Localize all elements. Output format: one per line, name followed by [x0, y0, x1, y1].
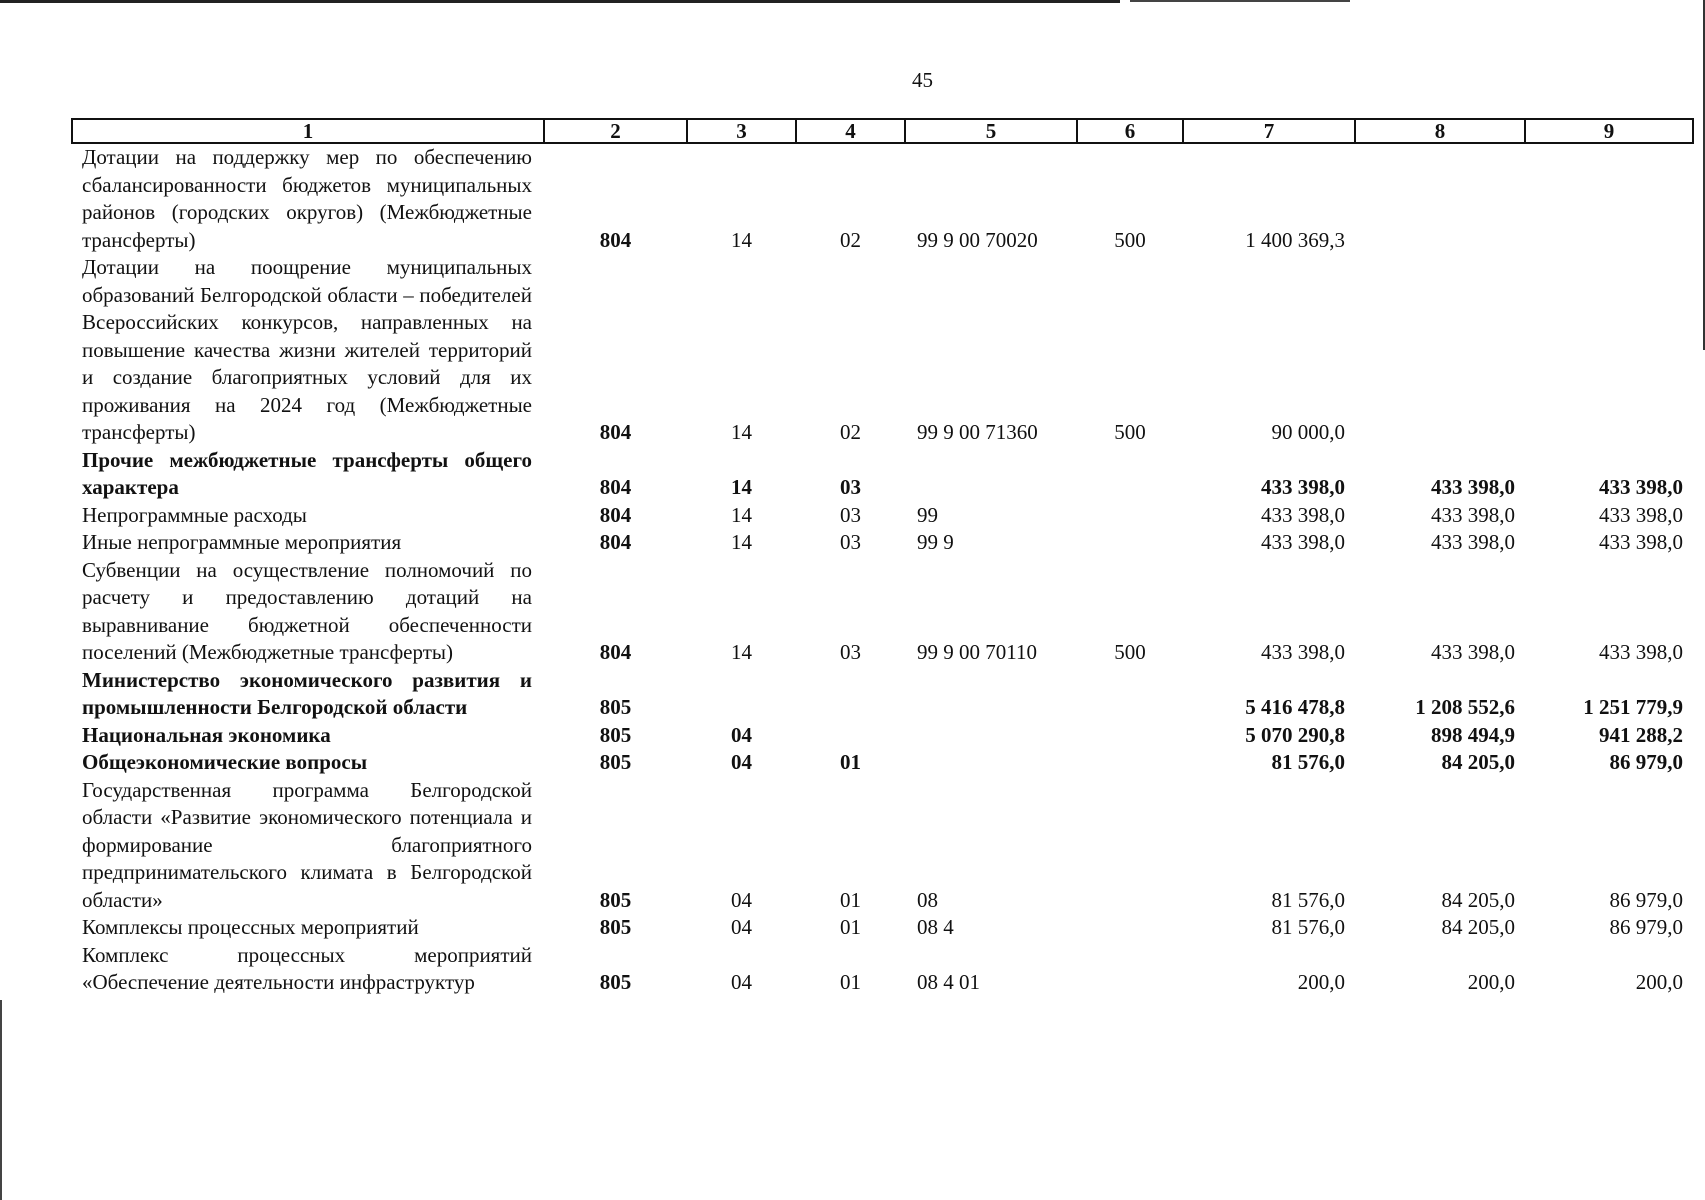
row-ministry-code: 805: [599, 750, 632, 774]
row-ministry-code: 805: [599, 887, 632, 912]
row-amount-col7: 81 576,0: [1271, 887, 1345, 912]
row-amount-col9: 433 398,0: [1599, 640, 1683, 664]
row-target-article-code: 99 9 00 71360: [917, 420, 1038, 444]
table-row: [72, 143, 1693, 254]
row-description: Непрограммные расходы: [82, 502, 307, 527]
row-description: Государственная программа Белгородской области «Развитие экономического потенциала и формирование благоприятного предпринимательского климата в Белгородской области»: [82, 777, 532, 912]
row-expense-type-code: [1077, 502, 1183, 530]
table-row: [72, 557, 1693, 667]
row-amount-col9: 86 979,0: [1609, 915, 1683, 939]
table-row: [72, 722, 1693, 750]
row-description: Субвенции на осуществление полномочий по расчету и предоставлению дотаций на выравнивание бюджетной обеспеченности поселений (Межбюджетные трансферты): [82, 557, 532, 664]
row-section-code: 14: [731, 502, 752, 527]
row-subsection-code: 03: [840, 475, 861, 499]
table-row: [72, 749, 1693, 777]
row-amount-col9: 86 979,0: [1609, 750, 1683, 774]
row-amount-col7: 200,0: [1297, 970, 1345, 994]
row-amount-col8: [1355, 254, 1525, 447]
table-row: [72, 667, 1693, 722]
row-section-code: 04: [731, 750, 752, 774]
row-expense-type-code: [1077, 777, 1183, 915]
row-description: Дотации на поддержку мер по обеспечению сбалансированности бюджетов муниципальных районов (городских округов) (Межбюджетные трансферты): [82, 145, 532, 252]
row-expense-type-code: 500: [1114, 227, 1146, 252]
row-subsection-code: [796, 722, 905, 750]
row-ministry-code: 805: [599, 722, 632, 747]
row-ministry-code: 804: [599, 530, 632, 554]
row-amount-col8: 433 398,0: [1431, 502, 1515, 527]
row-subsection-code: 03: [840, 502, 861, 527]
row-section-code: 04: [731, 915, 752, 939]
row-subsection-code: 02: [840, 227, 861, 252]
column-header-1: 1: [72, 119, 544, 143]
row-section-code: 14: [731, 420, 752, 444]
row-amount-col7: 433 398,0: [1261, 502, 1345, 527]
row-expense-type-code: 500: [1114, 640, 1146, 664]
column-number-header-row: [72, 119, 1693, 143]
row-target-article-code: 08: [917, 887, 938, 912]
row-section-code: 04: [731, 887, 752, 912]
row-target-article-code: [905, 722, 1077, 750]
row-description: Комплекс процессных мероприятий «Обеспечение деятельности инфраструктур: [82, 942, 532, 994]
row-ministry-code: 805: [599, 970, 632, 994]
row-subsection-code: 01: [840, 915, 861, 939]
column-header-2: 2: [544, 119, 687, 143]
table-row: [72, 942, 1693, 997]
row-description: Иные непрограммные мероприятия: [82, 530, 402, 554]
column-header-4: 4: [796, 119, 905, 143]
row-expense-type-code: [1077, 914, 1183, 942]
row-amount-col9: 1 251 779,9: [1583, 695, 1683, 719]
row-amount-col7: 433 398,0: [1261, 475, 1345, 499]
budget-table: [71, 118, 1694, 997]
row-ministry-code: 805: [599, 915, 632, 939]
row-target-article-code: 08 4: [917, 915, 954, 939]
row-amount-col9: 941 288,2: [1599, 722, 1683, 747]
page-number: 45: [912, 68, 933, 92]
row-amount-col8: 433 398,0: [1431, 640, 1515, 664]
row-expense-type-code: [1077, 722, 1183, 750]
row-section-code: 14: [731, 530, 752, 554]
row-ministry-code: 805: [599, 695, 632, 719]
row-description: Министерство экономического развития и промышленности Белгородской области: [82, 667, 532, 719]
row-expense-type-code: [1077, 529, 1183, 557]
column-header-7: 7: [1183, 119, 1355, 143]
row-amount-col8: 898 494,9: [1431, 722, 1515, 747]
row-expense-type-code: [1077, 447, 1183, 502]
row-ministry-code: 804: [599, 475, 632, 499]
row-amount-col8: 200,0: [1467, 970, 1515, 994]
row-description: Национальная экономика: [82, 722, 331, 747]
row-target-article-code: [905, 749, 1077, 777]
row-amount-col8: 1 208 552,6: [1415, 695, 1515, 719]
row-target-article-code: 99 9: [917, 530, 954, 554]
column-header-6: 6: [1077, 119, 1183, 143]
row-section-code: [687, 667, 796, 722]
row-amount-col8: 84 205,0: [1441, 750, 1515, 774]
row-description: Дотации на поощрение муниципальных образований Белгородской области – победителей Всероссийских конкурсов, направленных на повышение качества жизни жителей территорий и создание благоприятных условий для их проживания на 2024 год (Межбюджетные трансферты): [82, 255, 532, 444]
row-subsection-code: 03: [840, 530, 861, 554]
column-header-5: 5: [905, 119, 1077, 143]
row-description: Общеэкономические вопросы: [82, 750, 368, 774]
row-amount-col9: 433 398,0: [1599, 530, 1683, 554]
row-amount-col7: 5 416 478,8: [1245, 695, 1345, 719]
row-section-code: 14: [731, 227, 752, 252]
row-expense-type-code: [1077, 942, 1183, 997]
column-header-9: 9: [1525, 119, 1693, 143]
row-ministry-code: 804: [599, 227, 632, 252]
row-amount-col8: 433 398,0: [1431, 530, 1515, 554]
row-target-article-code: [905, 447, 1077, 502]
row-ministry-code: 804: [599, 640, 632, 664]
row-description: Прочие межбюджетные трансферты общего характера: [82, 447, 532, 499]
row-target-article-code: 99 9 00 70020: [917, 227, 1038, 252]
row-target-article-code: 99: [917, 502, 938, 527]
row-expense-type-code: 500: [1114, 420, 1146, 444]
row-section-code: 04: [731, 722, 752, 747]
row-amount-col9: [1525, 143, 1693, 254]
row-ministry-code: 804: [599, 502, 632, 527]
scan-edge-top-secondary: [1130, 0, 1350, 2]
row-ministry-code: 804: [599, 420, 632, 444]
scan-edge-top: [0, 0, 1120, 3]
row-amount-col7: 1 400 369,3: [1245, 227, 1345, 252]
row-amount-col9: 433 398,0: [1599, 502, 1683, 527]
table-row: [72, 529, 1693, 557]
table-row: [72, 254, 1693, 447]
table-row: [72, 447, 1693, 502]
row-description: Комплексы процессных мероприятий: [82, 915, 419, 939]
row-subsection-code: [796, 667, 905, 722]
row-expense-type-code: [1077, 749, 1183, 777]
row-target-article-code: 08 4 01: [917, 970, 980, 994]
row-subsection-code: 03: [840, 640, 861, 664]
scan-edge-left: [0, 1000, 2, 1200]
table-row: [72, 914, 1693, 942]
row-amount-col8: 433 398,0: [1431, 475, 1515, 499]
row-target-article-code: 99 9 00 70110: [917, 640, 1037, 664]
row-amount-col7: 90 000,0: [1271, 420, 1345, 444]
row-subsection-code: 01: [840, 887, 861, 912]
row-section-code: 14: [731, 475, 752, 499]
row-amount-col7: 81 576,0: [1271, 915, 1345, 939]
row-amount-col8: 84 205,0: [1441, 915, 1515, 939]
row-amount-col7: 433 398,0: [1261, 640, 1345, 664]
column-header-3: 3: [687, 119, 796, 143]
table-row: [72, 502, 1693, 530]
row-amount-col7: 81 576,0: [1271, 750, 1345, 774]
row-section-code: 04: [731, 970, 752, 994]
row-amount-col7: 5 070 290,8: [1245, 722, 1345, 747]
row-amount-col9: 200,0: [1635, 970, 1683, 994]
row-section-code: 14: [731, 640, 752, 664]
row-amount-col9: 433 398,0: [1599, 475, 1683, 499]
row-amount-col9: [1525, 254, 1693, 447]
row-amount-col8: 84 205,0: [1441, 887, 1515, 912]
row-subsection-code: 02: [840, 420, 861, 444]
row-amount-col8: [1355, 143, 1525, 254]
column-header-8: 8: [1355, 119, 1525, 143]
row-expense-type-code: [1077, 667, 1183, 722]
row-target-article-code: [905, 667, 1077, 722]
row-amount-col7: 433 398,0: [1261, 530, 1345, 554]
row-amount-col9: 86 979,0: [1609, 887, 1683, 912]
row-subsection-code: 01: [840, 970, 861, 994]
table-row: [72, 777, 1693, 915]
row-subsection-code: 01: [840, 750, 861, 774]
